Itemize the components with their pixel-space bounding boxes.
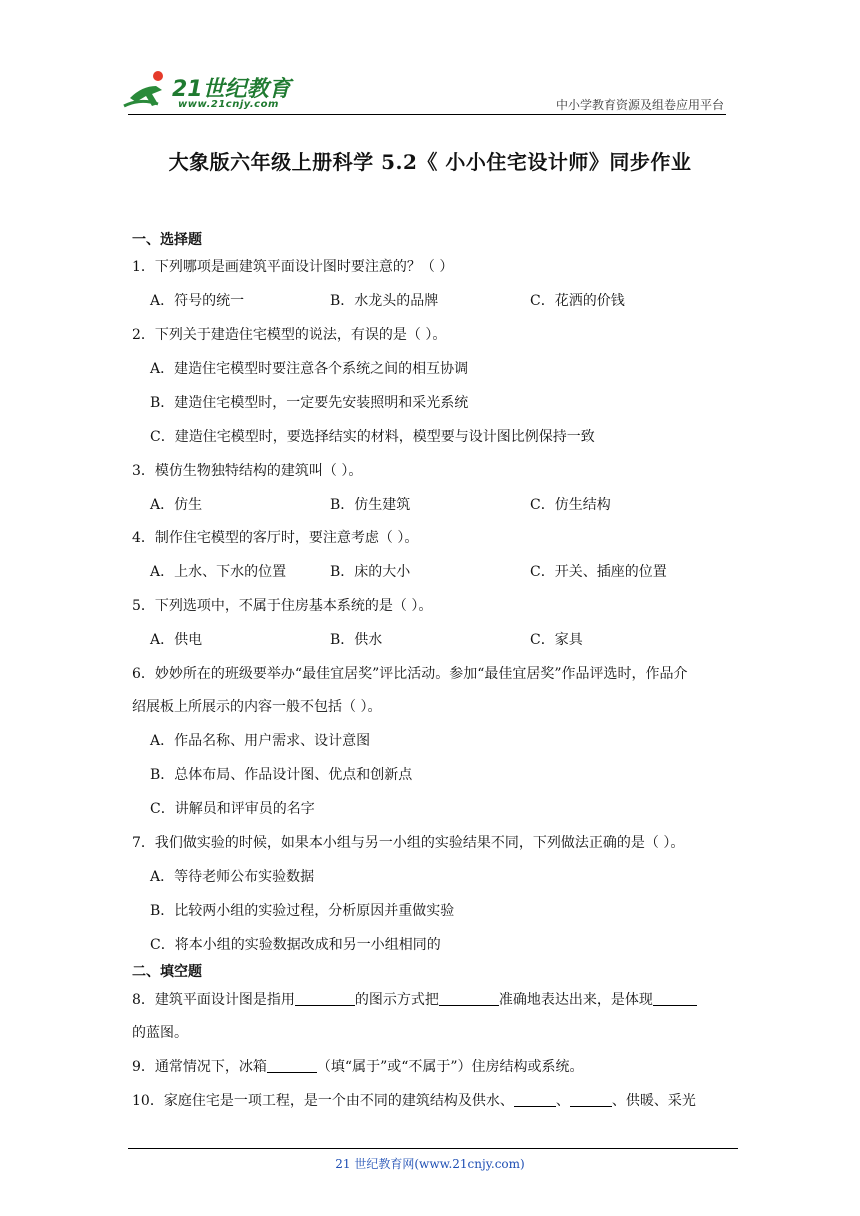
q10-text-2: 、供暖、采光 bbox=[611, 1093, 696, 1109]
question-3: 3．模仿生物独特结构的建筑叫（ ）。 bbox=[132, 463, 363, 479]
platform-name: 中小学教育资源及组卷应用平台 bbox=[555, 98, 724, 112]
q10-blank-2[interactable] bbox=[570, 1092, 612, 1107]
q8-blank-2[interactable] bbox=[439, 991, 499, 1006]
q2-option-a: A．建造住宅模型时要注意各个系统之间的相互协调 bbox=[150, 361, 469, 377]
footer-divider bbox=[128, 1148, 738, 1149]
q8-blank-1[interactable] bbox=[295, 991, 355, 1006]
footer-text: 21 世纪教育网(www.21cnjy.com) bbox=[335, 1157, 525, 1171]
q4-option-a: A．上水、下水的位置 bbox=[150, 564, 287, 580]
question-2: 2．下列关于建造住宅模型的说法，有误的是（ ）。 bbox=[132, 327, 447, 343]
q8-text-1: 8．建筑平面设计图是指用 bbox=[132, 992, 295, 1008]
q6-option-c: C．讲解员和评审员的名字 bbox=[150, 801, 315, 817]
q9-blank[interactable] bbox=[267, 1058, 317, 1073]
q7-option-a: A．等待老师公布实验数据 bbox=[150, 869, 315, 885]
q5-option-b: B．供水 bbox=[330, 632, 383, 648]
section-heading-fill: 二、填空题 bbox=[132, 964, 202, 980]
q9-text-1: 9．通常情况下，冰箱 bbox=[132, 1059, 267, 1075]
question-6-line-1: 6．妙妙所在的班级要举办“最佳宜居奖”评比活动。参加“最佳宜居奖”作品评选时，作品介 bbox=[132, 666, 688, 682]
q2-option-b: B．建造住宅模型时，一定要先安装照明和采光系统 bbox=[150, 395, 469, 411]
q6-option-a: A．作品名称、用户需求、设计意图 bbox=[150, 733, 371, 749]
page-title: 大象版六年级上册科学 5.2《 小小住宅设计师》同步作业 bbox=[168, 150, 692, 174]
question-6-line-2: 绍展板上所展示的内容一般不包括（ ）。 bbox=[132, 699, 382, 715]
q1-option-b: B．水龙头的品牌 bbox=[330, 293, 439, 309]
q4-option-b: B．床的大小 bbox=[330, 564, 411, 580]
q10-text-1: 10．家庭住宅是一项工程，是一个由不同的建筑结构及供水、 bbox=[132, 1093, 514, 1109]
q3-option-b: B．仿生建筑 bbox=[330, 497, 411, 513]
q9-text-2: （填“属于”或“不属于”）住房结构或系统。 bbox=[316, 1059, 584, 1075]
q7-option-c: C．将本小组的实验数据改成和另一小组相同的 bbox=[150, 937, 441, 953]
q10-separator: 、 bbox=[555, 1093, 570, 1109]
q4-option-c: C．开关、插座的位置 bbox=[530, 564, 667, 580]
question-10 bbox=[132, 1090, 696, 1110]
logo bbox=[122, 68, 292, 114]
q3-option-a: A．仿生 bbox=[150, 497, 203, 513]
q5-option-a: A．供电 bbox=[150, 632, 203, 648]
section-heading-choice: 一、选择题 bbox=[132, 232, 202, 248]
q5-option-c: C．家具 bbox=[530, 632, 583, 648]
question-1: 1．下列哪项是画建筑平面设计图时要注意的？（ ） bbox=[132, 259, 454, 275]
q8-text-2: 的图示方式把 bbox=[354, 992, 439, 1008]
question-8-line-2: 的蓝图。 bbox=[132, 1025, 188, 1041]
q10-blank-1[interactable] bbox=[514, 1092, 556, 1107]
question-7: 7．我们做实验的时候，如果本小组与另一小组的实验结果不同，下列做法正确的是（ ）。 bbox=[132, 835, 685, 851]
q8-text-3: 准确地表达出来，是体现 bbox=[498, 992, 653, 1008]
q7-option-b: B．比较两小组的实验过程，分析原因并重做实验 bbox=[150, 903, 455, 919]
q2-option-c: C．建造住宅模型时，要选择结实的材料，模型要与设计图比例保持一致 bbox=[150, 429, 595, 445]
question-8 bbox=[132, 989, 697, 1009]
q6-option-b: B．总体布局、作品设计图、优点和创新点 bbox=[150, 767, 413, 783]
q8-blank-3[interactable] bbox=[653, 991, 697, 1006]
q1-option-a: A．符号的统一 bbox=[150, 293, 245, 309]
q3-option-c: C．仿生结构 bbox=[530, 497, 611, 513]
question-4: 4．制作住宅模型的客厅时，要注意考虑（ ）。 bbox=[132, 530, 419, 546]
header-divider bbox=[128, 114, 726, 115]
runner-logo-icon bbox=[122, 68, 174, 112]
q1-option-c: C．花洒的价钱 bbox=[530, 293, 625, 309]
question-9 bbox=[132, 1056, 584, 1076]
logo-url: www.21cnjy.com bbox=[178, 99, 279, 110]
question-5: 5．下列选项中，不属于住房基本系统的是（ ）。 bbox=[132, 598, 433, 614]
logo-text: 21世纪教育 bbox=[172, 77, 291, 102]
